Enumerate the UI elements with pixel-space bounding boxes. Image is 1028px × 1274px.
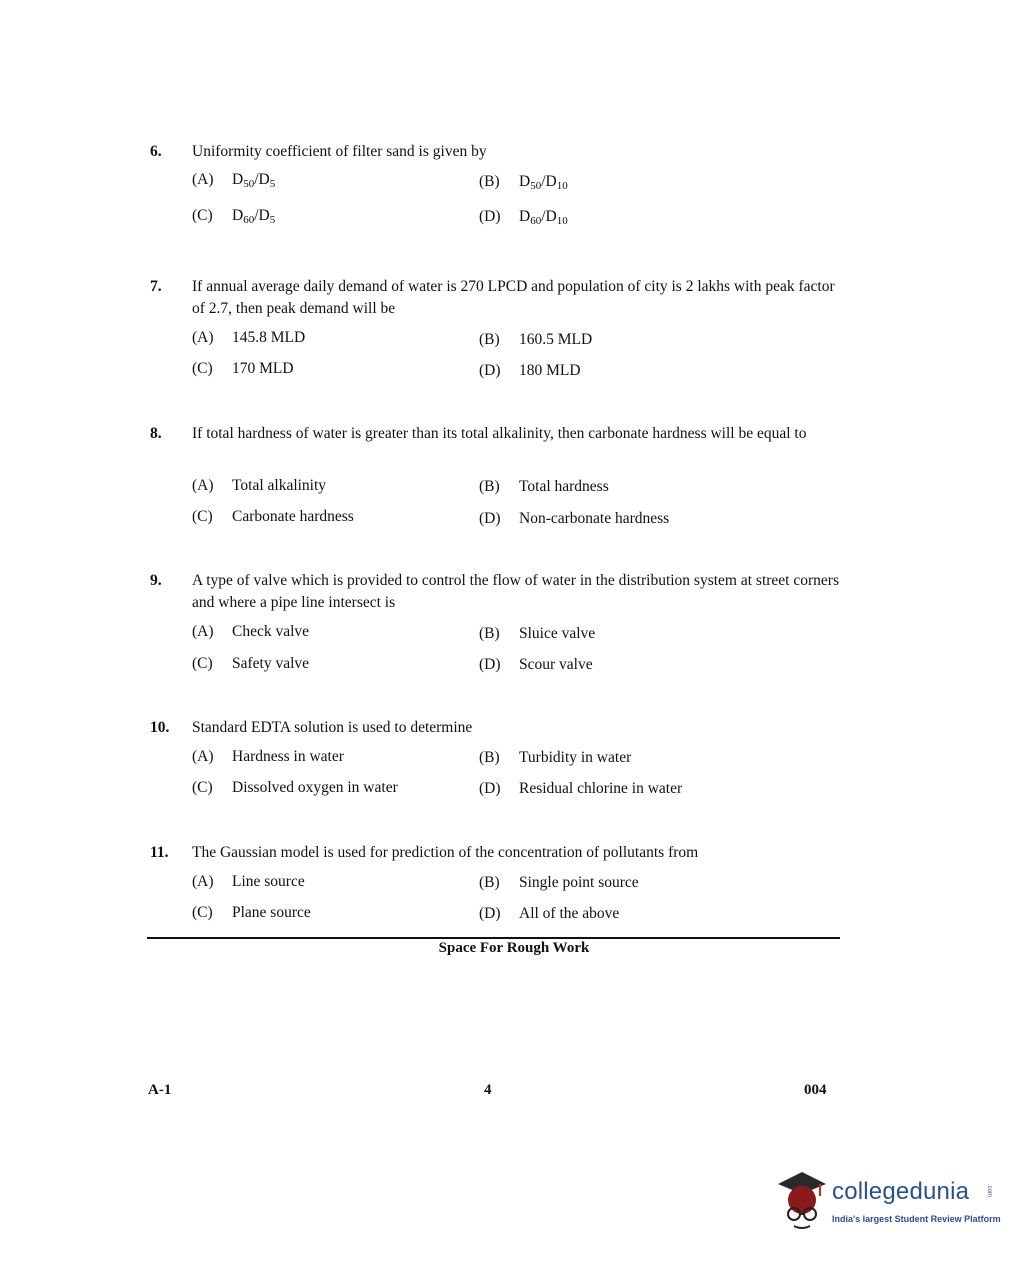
option-text: Hardness in water xyxy=(232,748,344,765)
option-a xyxy=(192,873,305,891)
option-label: (B) xyxy=(479,173,500,190)
option-label: (B) xyxy=(479,331,500,348)
footer-left: A-1 xyxy=(148,1082,172,1098)
option-label: (A) xyxy=(192,329,214,346)
option-label: (A) xyxy=(192,748,214,765)
question-number: 8. xyxy=(150,425,162,442)
question-text: If annual average daily demand of water is 270 LPCD and population of city is 2 lakhs with peak factor of 2.7, then peak demand will be xyxy=(192,278,835,317)
option-text: Non-carbonate hardness xyxy=(519,510,670,527)
option-label: (B) xyxy=(479,749,500,766)
formula-part: /D xyxy=(254,207,270,224)
option-label: (C) xyxy=(192,360,213,377)
option-c xyxy=(192,508,354,526)
option-d xyxy=(479,780,682,798)
question-number: 7. xyxy=(150,278,162,295)
option-text: Carbonate hardness xyxy=(232,508,354,525)
option-label: (C) xyxy=(192,779,213,796)
option-c xyxy=(192,655,309,673)
collegedunia-logo xyxy=(772,1172,1002,1232)
formula-subscript: 5 xyxy=(269,178,276,190)
option-text: Line source xyxy=(232,873,305,890)
brand-tagline: India's largest Student Review Platform xyxy=(832,1214,1001,1224)
rough-work-label: Space For Rough Work xyxy=(438,940,590,956)
option-label: (D) xyxy=(479,905,501,922)
footer-right: 004 xyxy=(804,1082,827,1098)
option-text: Total alkalinity xyxy=(232,477,327,494)
question-text: The Gaussian model is used for prediction of the concentration of pollutants from xyxy=(192,844,699,861)
option-a xyxy=(192,748,344,766)
question-6 xyxy=(150,141,840,163)
formula-subscript: 60 xyxy=(530,215,542,227)
formula-part: D xyxy=(232,207,244,224)
question-8 xyxy=(150,423,840,445)
formula-part: D xyxy=(519,173,531,190)
option-text: All of the above xyxy=(519,905,620,922)
option-d xyxy=(479,656,593,674)
option-label: (C) xyxy=(192,904,213,921)
option-label: (D) xyxy=(479,510,501,527)
question-11 xyxy=(150,842,840,864)
option-d xyxy=(479,208,568,227)
option-text: Scour valve xyxy=(519,656,593,673)
option-text: Single point source xyxy=(519,874,639,891)
option-c xyxy=(192,207,275,226)
option-label: (D) xyxy=(479,656,501,673)
formula-part: /D xyxy=(541,173,557,190)
option-a xyxy=(192,329,305,347)
option-text: Safety valve xyxy=(232,655,310,672)
formula-part: /D xyxy=(541,208,557,225)
brand-tld: .com xyxy=(986,1184,992,1198)
option-text: 160.5 MLD xyxy=(519,331,593,348)
option-text: Total hardness xyxy=(519,478,609,495)
option-text: Sluice valve xyxy=(519,625,596,642)
option-b xyxy=(479,625,595,643)
option-label: (C) xyxy=(192,207,213,224)
option-c xyxy=(192,904,311,922)
option-b xyxy=(479,874,639,892)
question-number: 10. xyxy=(150,719,170,736)
option-text: Turbidity in water xyxy=(519,749,632,766)
option-d xyxy=(479,362,581,380)
question-text: If total hardness of water is greater than its total alkalinity, then carbonate hardness will be equal to xyxy=(192,425,807,442)
formula-subscript: 60 xyxy=(243,214,255,226)
option-text: Check valve xyxy=(232,623,310,640)
option-label: (B) xyxy=(479,478,500,495)
formula-part: D xyxy=(519,208,531,225)
page-number: 4 xyxy=(484,1082,492,1098)
option-c xyxy=(192,779,398,797)
option-text: 170 MLD xyxy=(232,360,294,377)
option-label: (A) xyxy=(192,873,214,890)
option-b xyxy=(479,173,568,192)
question-9 xyxy=(150,570,840,614)
option-label: (A) xyxy=(192,171,214,188)
formula-subscript: 10 xyxy=(556,180,568,192)
option-text: Residual chlorine in water xyxy=(519,780,683,797)
formula-part: D xyxy=(232,171,244,188)
option-text: Plane source xyxy=(232,904,311,921)
option-a xyxy=(192,171,275,190)
option-b xyxy=(479,331,592,349)
option-text: Dissolved oxygen in water xyxy=(232,779,398,796)
student-mascot-icon xyxy=(772,1170,830,1232)
question-number: 11. xyxy=(150,844,169,861)
formula-subscript: 50 xyxy=(530,180,542,192)
question-text: Standard EDTA solution is used to determine xyxy=(192,719,473,736)
option-b xyxy=(479,749,631,767)
formula-part: /D xyxy=(254,171,270,188)
option-label: (B) xyxy=(479,625,500,642)
formula-subscript: 50 xyxy=(243,178,255,190)
option-label: (D) xyxy=(479,208,501,225)
formula-subscript: 5 xyxy=(269,214,276,226)
option-label: (A) xyxy=(192,477,214,494)
option-label: (C) xyxy=(192,655,213,672)
option-a xyxy=(192,623,309,641)
option-text: 180 MLD xyxy=(519,362,581,379)
question-number: 9. xyxy=(150,572,162,589)
formula-subscript: 10 xyxy=(556,215,568,227)
question-10 xyxy=(150,717,840,739)
brand-name: collegedunia xyxy=(832,1178,970,1205)
divider-rule xyxy=(147,937,840,939)
option-label: (B) xyxy=(479,874,500,891)
question-text: Uniformity coefficient of filter sand is given by xyxy=(192,143,487,160)
option-a xyxy=(192,477,326,495)
option-text: 145.8 MLD xyxy=(232,329,306,346)
option-d xyxy=(479,510,669,528)
question-number: 6. xyxy=(150,143,162,160)
option-label: (D) xyxy=(479,780,501,797)
question-7 xyxy=(150,276,840,320)
option-label: (C) xyxy=(192,508,213,525)
option-label: (A) xyxy=(192,623,214,640)
question-text: A type of valve which is provided to control the flow of water in the distribution system at street corners and where a pipe line intersect is xyxy=(192,572,839,611)
option-b xyxy=(479,478,609,496)
option-label: (D) xyxy=(479,362,501,379)
option-d xyxy=(479,905,619,923)
option-c xyxy=(192,360,294,378)
